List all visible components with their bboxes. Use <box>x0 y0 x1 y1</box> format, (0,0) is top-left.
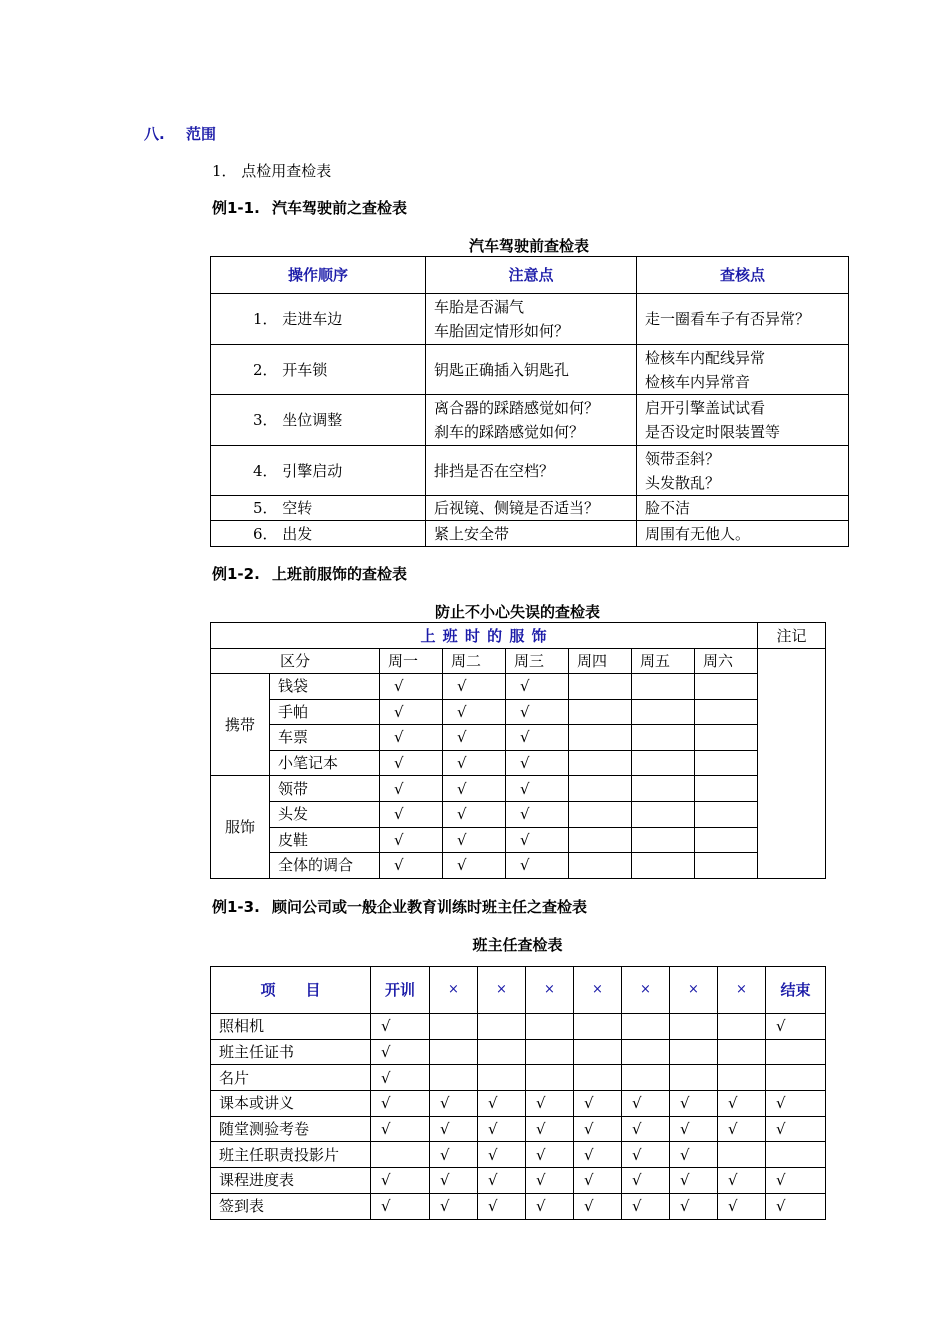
table-row <box>211 521 849 547</box>
notes-cell <box>426 496 637 521</box>
check-mark-cell <box>478 1014 526 1040</box>
table-row <box>211 750 826 776</box>
check-mark-cell: √ <box>380 827 443 853</box>
check-mark-cell <box>371 1142 430 1168</box>
notes-cell <box>426 521 637 547</box>
item-label: 领带 <box>270 776 380 802</box>
check-mark-cell <box>569 776 632 802</box>
item-label: 照相机 <box>211 1014 371 1040</box>
item-label: 课程进度表 <box>211 1168 371 1194</box>
check-mark-cell: √ <box>670 1091 718 1117</box>
note-line: 离合器的踩踏感觉如何？ <box>434 399 600 417</box>
check-mark-cell: √ <box>430 1116 478 1142</box>
check-mark-cell: √ <box>526 1193 574 1219</box>
table-row <box>211 776 826 802</box>
check-mark-cell <box>670 1014 718 1040</box>
check-mark-cell: √ <box>478 1091 526 1117</box>
note-line: 排挡是否在空档？ <box>434 461 555 480</box>
check-line: 头发散乱？ <box>645 473 721 492</box>
check-mark-cell <box>695 776 758 802</box>
item-label: 课本或讲义 <box>211 1091 371 1117</box>
check-mark-cell: √ <box>443 827 506 853</box>
day-header: 周六 <box>695 649 758 674</box>
table-row <box>211 1039 826 1065</box>
check-mark-cell: √ <box>371 1065 430 1091</box>
col-header: × <box>430 967 478 1014</box>
check-mark-cell <box>695 699 758 725</box>
category-header: 区分 <box>211 649 380 674</box>
check-mark-cell: √ <box>443 853 506 879</box>
notes-cell <box>426 345 637 395</box>
attire-checklist-table <box>210 622 826 879</box>
check-mark-cell <box>632 750 695 776</box>
check-mark-cell <box>632 674 695 700</box>
group-cell: 服饰 <box>211 776 270 878</box>
table-row <box>211 699 826 725</box>
notes-cell <box>426 446 637 496</box>
ex3-table-title: 班主任查检表 <box>472 936 563 954</box>
check-mark-cell <box>574 1065 622 1091</box>
check-mark-cell <box>622 1014 670 1040</box>
note-line: 钥匙正确插入钥匙孔 <box>434 360 570 379</box>
check-mark-cell: √ <box>478 1168 526 1194</box>
check-mark-cell <box>670 1039 718 1065</box>
check-mark-cell: √ <box>443 750 506 776</box>
check-mark-cell: √ <box>670 1142 718 1168</box>
group-cell: 携带 <box>211 674 270 776</box>
check-mark-cell: √ <box>371 1014 430 1040</box>
check-mark-cell <box>695 725 758 751</box>
check-mark-cell: √ <box>622 1193 670 1219</box>
check-mark-cell: √ <box>430 1193 478 1219</box>
table-row <box>211 1091 826 1117</box>
check-mark-cell: √ <box>622 1091 670 1117</box>
check-mark-cell: √ <box>380 699 443 725</box>
checks-cell <box>637 345 849 395</box>
ex2-label: 例1-2. <box>212 565 260 583</box>
check-mark-cell <box>526 1065 574 1091</box>
check-mark-cell <box>569 674 632 700</box>
check-mark-cell: √ <box>718 1116 766 1142</box>
check-mark-cell: √ <box>371 1193 430 1219</box>
check-mark-cell: √ <box>506 827 569 853</box>
check-mark-cell <box>569 699 632 725</box>
check-mark-cell: √ <box>574 1168 622 1194</box>
check-mark-cell <box>478 1065 526 1091</box>
table-row <box>211 1065 826 1091</box>
check-mark-cell: √ <box>526 1142 574 1168</box>
item-label: 小笔记本 <box>270 750 380 776</box>
check-mark-cell: √ <box>526 1168 574 1194</box>
check-mark-cell <box>670 1065 718 1091</box>
check-mark-cell: √ <box>506 699 569 725</box>
check-mark-cell: √ <box>443 674 506 700</box>
col-header: 开训 <box>371 967 430 1014</box>
days-header-row <box>211 649 826 674</box>
check-mark-cell <box>695 674 758 700</box>
check-mark-cell <box>569 827 632 853</box>
table-row <box>211 345 849 395</box>
check-mark-cell: √ <box>430 1091 478 1117</box>
check-mark-cell: √ <box>526 1091 574 1117</box>
table-header-row <box>211 257 849 294</box>
table-row <box>211 1116 826 1142</box>
check-mark-cell: √ <box>718 1168 766 1194</box>
checks-cell <box>637 521 849 547</box>
check-line: 检核车内异常音 <box>645 372 751 391</box>
col-header: × <box>718 967 766 1014</box>
check-mark-cell: √ <box>478 1193 526 1219</box>
table-row <box>211 294 849 345</box>
check-mark-cell: √ <box>718 1091 766 1117</box>
check-mark-cell <box>718 1014 766 1040</box>
checks-cell <box>637 294 849 345</box>
table-header-row <box>211 967 826 1014</box>
section-title: 范围 <box>186 125 217 143</box>
check-mark-cell: √ <box>443 725 506 751</box>
item-label: 签到表 <box>211 1193 371 1219</box>
check-mark-cell: √ <box>574 1142 622 1168</box>
check-mark-cell: √ <box>430 1142 478 1168</box>
check-mark-cell: √ <box>766 1014 826 1040</box>
check-mark-cell: √ <box>574 1116 622 1142</box>
ex1-table-title: 汽车驾驶前查检表 <box>468 237 589 255</box>
check-mark-cell <box>569 725 632 751</box>
checks-cell <box>637 446 849 496</box>
table-row <box>211 801 826 827</box>
check-mark-cell: √ <box>430 1168 478 1194</box>
day-header: 周五 <box>632 649 695 674</box>
check-mark-cell: √ <box>443 699 506 725</box>
check-mark-cell <box>526 1014 574 1040</box>
item-label: 随堂测验考卷 <box>211 1116 371 1142</box>
check-mark-cell <box>632 853 695 879</box>
section-number: 八. <box>144 125 165 143</box>
check-mark-cell: √ <box>574 1091 622 1117</box>
table-row <box>211 1014 826 1040</box>
check-mark-cell <box>574 1039 622 1065</box>
check-mark-cell: √ <box>478 1116 526 1142</box>
col-header: × <box>478 967 526 1014</box>
ex3-title: 顾问公司或一般企业教育训练时班主任之查检表 <box>272 898 588 916</box>
item-label: 车票 <box>270 725 380 751</box>
check-mark-cell: √ <box>380 674 443 700</box>
check-mark-cell: √ <box>766 1193 826 1219</box>
check-line: 启开引擎盖试试看 <box>645 399 766 417</box>
table-row <box>211 725 826 751</box>
check-mark-cell: √ <box>506 776 569 802</box>
check-mark-cell: √ <box>670 1193 718 1219</box>
driving-checklist-table <box>210 256 849 547</box>
check-mark-cell: √ <box>506 674 569 700</box>
table-header-row <box>211 623 826 649</box>
check-mark-cell <box>695 853 758 879</box>
check-mark-cell <box>632 776 695 802</box>
day-header: 周二 <box>443 649 506 674</box>
check-mark-cell <box>632 801 695 827</box>
checks-cell <box>637 496 849 521</box>
col-header: 结束 <box>766 967 826 1014</box>
check-mark-cell: √ <box>526 1116 574 1142</box>
check-mark-cell <box>632 827 695 853</box>
check-mark-cell: √ <box>506 750 569 776</box>
ex1-label: 例1-1. <box>212 199 260 217</box>
check-mark-cell <box>718 1039 766 1065</box>
day-header: 周一 <box>380 649 443 674</box>
table-row <box>211 446 849 496</box>
check-mark-cell: √ <box>380 776 443 802</box>
check-mark-cell <box>569 853 632 879</box>
day-header: 周三 <box>506 649 569 674</box>
check-mark-cell <box>430 1065 478 1091</box>
check-mark-cell <box>695 750 758 776</box>
check-mark-cell: √ <box>622 1116 670 1142</box>
check-mark-cell: √ <box>478 1142 526 1168</box>
check-line: 周围有无他人。 <box>645 524 751 543</box>
notes-cell <box>426 294 637 345</box>
table-row <box>211 674 826 700</box>
check-mark-cell <box>526 1039 574 1065</box>
note-line: 车胎是否漏气 <box>434 298 525 316</box>
item-label: 全体的调合 <box>270 853 380 879</box>
check-mark-cell: √ <box>506 725 569 751</box>
ex2-title: 上班前服饰的查检表 <box>272 565 408 583</box>
table-row <box>211 1193 826 1219</box>
note-line: 刹车的踩踏感觉如何？ <box>434 423 585 441</box>
check-mark-cell <box>478 1039 526 1065</box>
note-line: 紧上安全带 <box>434 524 510 543</box>
ex3-label: 例1-3. <box>212 898 260 916</box>
note-header: 注记 <box>758 623 826 649</box>
check-mark-cell <box>569 801 632 827</box>
attire-header: 上 班 时 的 服 饰 <box>211 623 758 649</box>
check-mark-cell: √ <box>766 1116 826 1142</box>
table-row <box>211 1142 826 1168</box>
check-mark-cell: √ <box>371 1091 430 1117</box>
check-mark-cell <box>430 1039 478 1065</box>
check-mark-cell: √ <box>443 801 506 827</box>
check-mark-cell: √ <box>371 1039 430 1065</box>
table-row <box>211 1168 826 1194</box>
item-label: 手帕 <box>270 699 380 725</box>
step-cell: 4． 引擎启动 <box>211 446 426 496</box>
ex2-table-title: 防止不小心失误的查检表 <box>434 603 600 621</box>
check-mark-cell: √ <box>766 1091 826 1117</box>
col-header-checks: 查核点 <box>637 257 849 294</box>
check-mark-cell: √ <box>380 853 443 879</box>
check-mark-cell <box>622 1065 670 1091</box>
table-row <box>211 395 849 446</box>
check-line: 是否设定时限装置等 <box>645 423 781 441</box>
check-mark-cell: √ <box>380 801 443 827</box>
step-cell: 5． 空转 <box>211 496 426 521</box>
check-mark-cell: √ <box>443 776 506 802</box>
check-mark-cell <box>569 750 632 776</box>
table-row <box>211 496 849 521</box>
col-header: × <box>574 967 622 1014</box>
check-mark-cell: √ <box>718 1193 766 1219</box>
check-mark-cell: √ <box>574 1193 622 1219</box>
col-header: × <box>526 967 574 1014</box>
item-label: 班主任职责投影片 <box>211 1142 371 1168</box>
step-cell: 6． 出发 <box>211 521 426 547</box>
col-header: × <box>622 967 670 1014</box>
check-mark-cell <box>718 1142 766 1168</box>
check-mark-cell <box>632 699 695 725</box>
item-1-text: 1． 点检用查检表 <box>212 162 332 180</box>
check-mark-cell: √ <box>622 1142 670 1168</box>
check-mark-cell <box>622 1039 670 1065</box>
ex1-title: 汽车驾驶前之查检表 <box>272 199 408 217</box>
day-header: 周四 <box>569 649 632 674</box>
step-cell: 1． 走进车边 <box>211 294 426 345</box>
notes-cell <box>426 395 637 446</box>
check-mark-cell: √ <box>371 1116 430 1142</box>
col-header-notes: 注意点 <box>426 257 637 294</box>
check-mark-cell: √ <box>622 1168 670 1194</box>
item-label: 皮鞋 <box>270 827 380 853</box>
table-row <box>211 853 826 879</box>
homeroom-checklist-table <box>210 966 826 1220</box>
check-line: 领带歪斜？ <box>645 449 721 468</box>
check-mark-cell: √ <box>380 725 443 751</box>
col-header: × <box>670 967 718 1014</box>
col-header-step: 操作顺序 <box>211 257 426 294</box>
check-mark-cell <box>766 1142 826 1168</box>
item-label: 班主任证书 <box>211 1039 371 1065</box>
check-mark-cell: √ <box>506 801 569 827</box>
check-line: 检核车内配线异常 <box>645 348 766 367</box>
check-mark-cell <box>632 725 695 751</box>
note-line: 车胎固定情形如何？ <box>434 322 570 340</box>
check-mark-cell <box>766 1065 826 1091</box>
step-cell: 3． 坐位调整 <box>211 395 426 446</box>
check-mark-cell <box>695 801 758 827</box>
check-mark-cell: √ <box>371 1168 430 1194</box>
note-cell <box>758 649 826 879</box>
check-line: 脸不洁 <box>645 499 691 517</box>
check-mark-cell <box>574 1014 622 1040</box>
check-mark-cell: √ <box>670 1116 718 1142</box>
table-row <box>211 827 826 853</box>
note-line: 后视镜、侧镜是否适当？ <box>434 499 600 517</box>
check-mark-cell: √ <box>766 1168 826 1194</box>
item-label: 头发 <box>270 801 380 827</box>
check-mark-cell <box>766 1039 826 1065</box>
check-mark-cell <box>695 827 758 853</box>
check-mark-cell: √ <box>506 853 569 879</box>
item-label: 钱袋 <box>270 674 380 700</box>
checks-cell <box>637 395 849 446</box>
step-cell: 2． 开车锁 <box>211 345 426 395</box>
check-mark-cell <box>430 1014 478 1040</box>
check-mark-cell <box>718 1065 766 1091</box>
check-mark-cell: √ <box>670 1168 718 1194</box>
check-mark-cell: √ <box>380 750 443 776</box>
check-line: 走一圈看车子有否异常？ <box>645 310 811 328</box>
col-header: 项 目 <box>211 967 371 1014</box>
item-label: 名片 <box>211 1065 371 1091</box>
